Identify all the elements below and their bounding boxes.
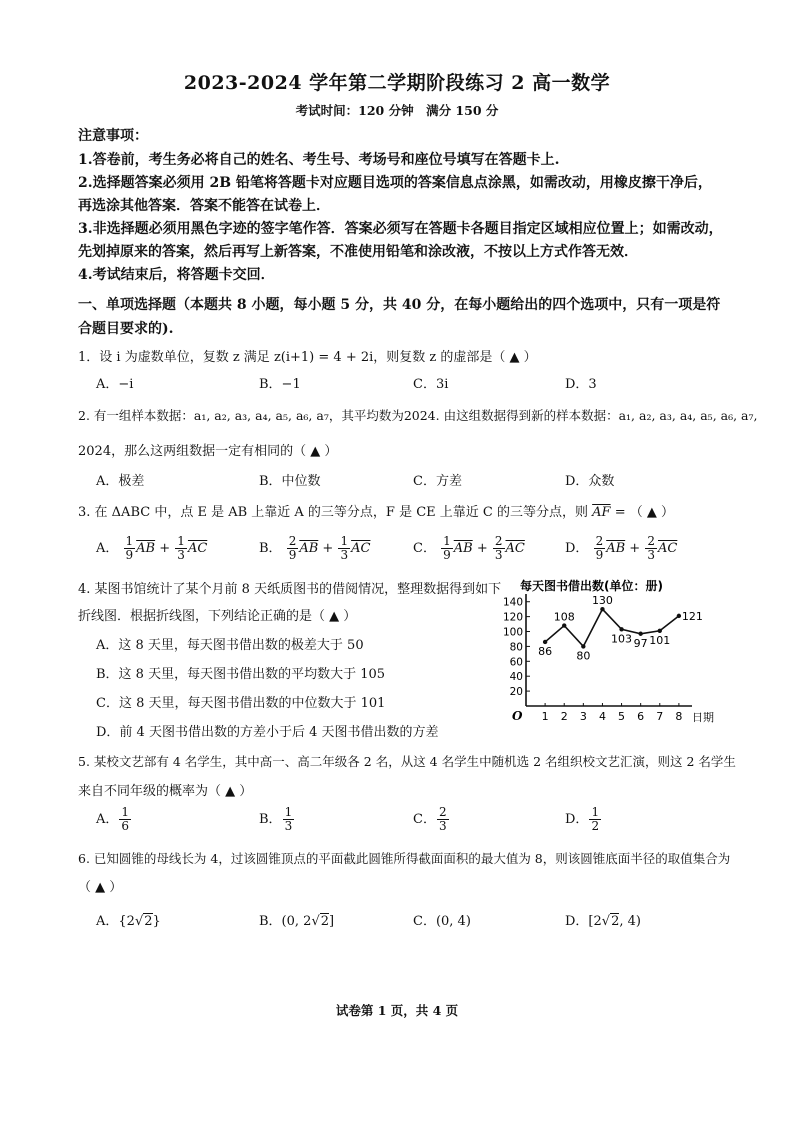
chart-data-point [677,614,681,618]
chart-data-point [562,623,566,627]
chart-data-label: 108 [553,610,575,624]
q2-option-a: A．极差 [96,474,145,489]
section1-line-1: 一、单项选择题（本题共 8 小题，每小题 5 分，共 40 分，在每小题给出的四个选项中，只有一项是符 [78,297,721,313]
q4-option-d: D．前 4 天图书借出数的方差小于后 4 天图书借出数的方差 [96,725,439,740]
chart-data-label: 101 [649,633,671,647]
chart-data-point [600,607,604,611]
vector-ab: $\overline{AB}$ [606,541,626,556]
plus-sign: + [472,541,492,556]
radicand: 2 [320,914,330,929]
chart-x-tick-label: 7 [656,710,664,723]
fraction [283,806,295,833]
q6-option-b [259,910,334,929]
chart-x-tick-label: 2 [560,710,568,723]
fraction [119,806,131,833]
fraction [287,535,299,562]
fraction [589,806,601,833]
q5-option-d [565,806,602,833]
q3-stem [78,501,674,520]
chart-y-tick-label: 60 [509,656,523,669]
q2-option-b: B．中位数 [259,474,321,489]
chart-y-tick-label: 80 [509,641,523,654]
chart-y-tick-label: 20 [509,686,523,699]
option-text: A．{2 [96,914,135,929]
numerator: 2 [494,534,503,548]
sqrt-sign: √ [311,914,320,929]
q6-option-a [96,910,161,929]
denominator: 3 [494,548,503,562]
vector-ac: $\overline{AC}$ [351,541,371,556]
q5-option-c [413,806,450,833]
denominator: 3 [284,819,293,833]
q3-vector-af: $\overline{AF}$ [592,505,611,520]
option-text: , 4) [619,914,641,929]
q5-option-a [96,806,132,833]
numerator: 1 [125,534,134,548]
chart-data-label: 80 [576,649,591,663]
chart-x-axis-label: 日期 [692,711,714,724]
q6-option-c: C．(0, 4) [413,914,471,929]
q6-stem-line-1: 6. 已知圆锥的母线长为 4，过该圆锥顶点的平面截此圆锥所得截面面积的最大值为 8，则该圆锥底面半径的取值集合为 [78,851,731,866]
chart-x-tick-label: 8 [675,710,683,723]
q3-option-a [96,535,207,562]
chart-y-tick-label: 40 [509,671,523,684]
q1-option-a: A．−i [96,377,134,392]
section1-line-2: 合题目要求的). [78,321,174,337]
q3-option-c [413,535,525,562]
option-label: B． [259,812,282,827]
denominator: 3 [438,819,447,833]
q2-option-c: C．方差 [413,474,462,489]
numerator: 1 [340,534,349,548]
chart-data-point [638,632,642,636]
q4-option-c: C．这 8 天里，每天图书借出数的中位数大于 101 [96,696,386,711]
chart-title: 每天图书借出数(单位：册) [520,579,663,593]
option-text: ] [329,914,335,929]
option-text: D．[2 [565,914,602,929]
chart-data-point [581,644,585,648]
option-label: D． [565,812,589,827]
denominator: 2 [591,819,600,833]
vector-ab: $\overline{AB}$ [136,541,156,556]
denominator: 3 [340,548,349,562]
q6-option-d [565,910,641,929]
vector-ac: $\overline{AC}$ [505,541,525,556]
chart-data-point [543,640,547,644]
chart-data-point [619,627,623,631]
notice-line-1: 1.答卷前，考生务必将自己的姓名、考生号、考场号和座位号填写在答题卡上. [78,152,560,168]
notice-line-3b: 先划掉原来的答案，然后再写上新答案，不准使用铅笔和涂改液，不按以上方式作答无效． [78,244,638,260]
notice-line-4: 4.考试结束后，将答题卡交回． [78,267,275,283]
chart-data-label: 121 [681,609,703,623]
sqrt-sign: √ [134,914,144,929]
q1-option-d: D．3 [565,377,597,392]
q2-stem-line-1: 2. 有一组样本数据：a₁, a₂, a₃, a₄, a₅, a₆, a₇，其平均数为2024. 由这组数据得到新的样本数据：a₁, a₂, a₃, a₄, a₅, a₆, a₇, [78,408,758,423]
q2-option-d: D．众数 [565,474,615,489]
numerator: 1 [591,805,600,819]
vector-ab: $\overline{AB}$ [299,541,319,556]
denominator: 9 [443,548,451,562]
vector-ac: $\overline{AC}$ [657,541,678,556]
option-label: A． [96,541,119,556]
chart-x-tick-label: 6 [637,710,645,723]
option-label: D． [565,541,589,556]
fraction [594,535,606,562]
q2-stem-line-2: 2024，那么这两组数据一定有相同的（ ▲ ） [78,444,338,459]
numerator: 1 [121,805,130,819]
denominator: 3 [177,548,185,562]
numerator: 1 [177,534,185,548]
chart-x-tick-label: 4 [598,710,606,723]
option-text: B．(0, 2 [259,914,312,929]
denominator: 6 [121,819,130,833]
option-label: B． [259,541,282,556]
sqrt-sign: √ [601,914,611,929]
q1-stem: 1．设 i 为虚数单位，复数 z 满足 z(i+1) = 4 + 2i，则复数 z 的虚部是（ ▲ ） [78,350,537,365]
fraction [437,806,449,833]
plus-sign: + [155,541,175,556]
chart-y-tick-label: 140 [502,596,523,609]
q4-line-chart [500,576,730,726]
q4-stem-line-1: 4. 某图书馆统计了某个月前 8 天纸质图书的借阅情况，整理数据得到如下 [78,582,502,597]
exam-subtitle: 考试时间：120 分钟 满分 150 分 [295,103,499,118]
chart-origin-label: O [512,709,523,723]
denominator: 9 [595,548,604,562]
option-text: } [152,914,161,929]
numerator: 2 [595,534,604,548]
numerator: 2 [647,534,655,548]
q6-stem-line-2: （ ▲ ） [78,880,123,895]
numerator: 1 [284,805,293,819]
q4-option-b: B．这 8 天里，每天图书借出数的平均数大于 105 [96,667,386,682]
vector-ab: $\overline{AB}$ [453,541,473,556]
denominator: 3 [647,548,655,562]
chart-x-tick-label: 3 [579,710,587,723]
fraction [645,535,657,562]
chart-y-tick-label: 120 [502,611,523,624]
q5-option-b [259,806,295,833]
exam-title: 2023-2024 学年第二学期阶段练习 2 高一数学 [183,72,611,94]
chart-data-label: 86 [538,644,553,658]
notice-line-2a: 2.选择题答案必须用 2B 铅笔将答题卡对应题目选项的答案信息点涂黑，如需改动，用橡皮擦干净后， [78,175,712,191]
q3-option-d [565,535,677,562]
radicand: 2 [144,914,153,929]
q4-option-a: A．这 8 天里，每天图书借出数的极差大于 50 [96,638,364,653]
chart-data-point [658,629,662,633]
option-label: C． [413,812,436,827]
notice-line-3a: 3.非选择题必须用黑色字迹的签字笔作答．答案必须写在答题卡各题目指定区域相应位置上；如需改动， [78,221,723,237]
q5-stem-line-1: 5. 某校文艺部有 4 名学生，其中高一、高二年级各 2 名，从这 4 名学生中随机选 2 名组织校文艺汇演，则这 2 名学生 [78,754,736,769]
page-footer: 试卷第 1 页，共 4 页 [335,1003,459,1018]
option-label: C． [413,541,436,556]
fraction [338,535,350,562]
fraction [493,535,505,562]
notice-line-2b: 再选涂其他答案．答案不能答在试卷上． [78,198,330,214]
q3-stem-tail: = （ ▲ ） [614,505,674,520]
chart-data-label: 130 [591,594,613,608]
numerator: 2 [438,805,447,819]
fraction [441,535,453,562]
chart-data-label: 97 [633,636,648,650]
chart-x-tick-label: 1 [541,710,549,723]
denominator: 9 [288,548,297,562]
chart-x-tick-label: 5 [618,710,626,723]
chart-data-label: 103 [611,632,633,646]
denominator: 9 [125,548,134,562]
fraction [175,535,187,562]
notice-heading: 注意事项： [78,128,148,144]
fraction [124,535,136,562]
option-label: A． [96,812,119,827]
q1-option-b: B．−1 [259,377,301,392]
q5-stem-line-2: 来自不同年级的概率为（ ▲ ） [78,784,253,799]
q3-option-b [259,535,370,562]
vector-ac: $\overline{AC}$ [187,541,208,556]
chart-y-tick-label: 100 [502,626,523,639]
chart-plot-area [503,594,703,723]
q4-stem-line-2: 折线图．根据折线图，下列结论正确的是（ ▲ ） [78,609,357,624]
plus-sign: + [625,541,645,556]
q1-option-c: C．3i [413,377,449,392]
plus-sign: + [318,541,338,556]
numerator: 1 [443,534,451,548]
radicand: 2 [611,914,620,929]
numerator: 2 [288,534,297,548]
q3-stem-text: 3. 在 ΔABC 中，点 E 是 AB 上靠近 A 的三等分点，F 是 CE 上靠近 C 的三等分点，则 [78,505,588,520]
